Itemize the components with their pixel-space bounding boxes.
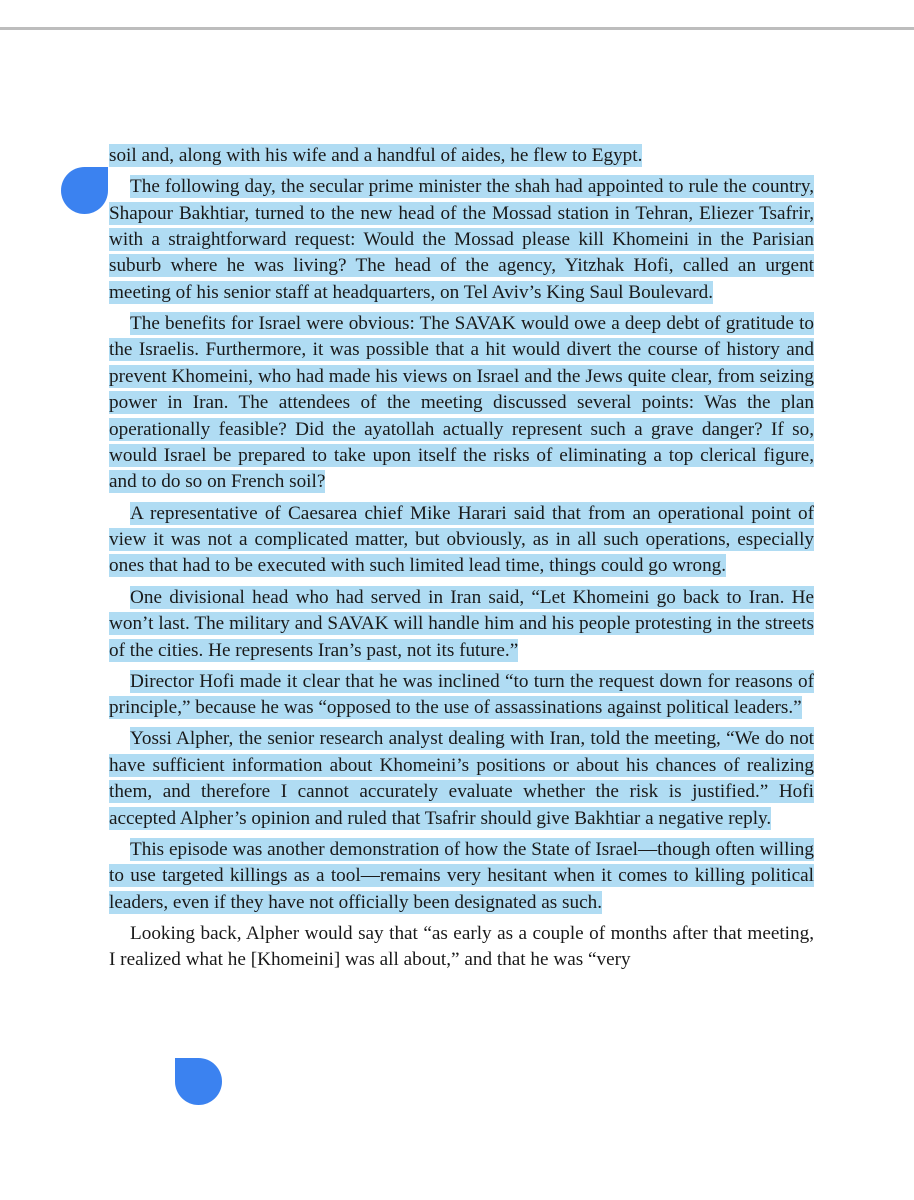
paragraph-9[interactable] bbox=[109, 921, 814, 974]
unselected-text: Looking back, Alpher would say that “as early as a couple of months after that meeting, I realized what he [Khomeini] was all about,” and that he was “very bbox=[109, 922, 814, 971]
selected-text: The benefits for Israel were obvious: The SAVAK would owe a deep debt of gratitude to the Israelis. Furthermore, it was possible that a hit would divert the course of history and prevent Khomeini, who had made his views on Israel and the Jews quite clear, from seizing power in Iran. The attendees of the meeting discussed several points: Was the plan operationally feasible? Did the ayatollah actually represent such a grave danger? If so, would Israel be prepared to take upon itself the risks of eliminating a top clerical figure, and to do so on French soil? bbox=[109, 313, 814, 493]
selected-text: This episode was another demonstration of how the State of Israel—though often willing to use targeted killings as a tool—remains very hesitant when it comes to killing political leaders, even if they have not officially been designated as such. bbox=[109, 838, 814, 913]
selected-text: soil and, along with his wife and a handful of aides, he flew to Egypt. bbox=[109, 145, 643, 166]
paragraph-3[interactable] bbox=[109, 311, 814, 496]
paragraph-2[interactable] bbox=[109, 174, 814, 306]
selected-text: One divisional head who had served in Iran said, “Let Khomeini go back to Iran. He won’t last. The military and SAVAK will handle him and his people protesting in the streets of the cities. He represents Iran’s past, not its future.” bbox=[109, 586, 814, 661]
selection-start-handle[interactable] bbox=[61, 167, 108, 214]
paragraph-5[interactable] bbox=[109, 585, 814, 664]
paragraph-1[interactable] bbox=[109, 143, 814, 169]
selection-end-handle[interactable] bbox=[175, 1058, 222, 1105]
book-page[interactable] bbox=[109, 143, 814, 978]
paragraph-8[interactable] bbox=[109, 837, 814, 916]
paragraph-6[interactable] bbox=[109, 669, 814, 722]
selected-text: The following day, the secular prime minister the shah had appointed to rule the country, Shapour Bakhtiar, turned to the new head of the Mossad station in Tehran, Eliezer Tsafrir, with a straightforward request: Would the Mossad please kill Khomeini in the Parisian suburb where he was living? The head of the agency, Yitzhak Hofi, called an urgent meeting of his senior staff at headquarters, on Tel Aviv’s King Saul Boulevard. bbox=[109, 176, 814, 303]
selected-text: A representative of Caesarea chief Mike Harari said that from an operational point of view it was not a complicated matter, but obviously, as in all such operations, especially ones that had to be executed with such limited lead time, things could go wrong. bbox=[109, 502, 814, 577]
selected-text: Director Hofi made it clear that he was inclined “to turn the request down for reasons of principle,” because he was “opposed to the use of assassinations against political leaders.” bbox=[109, 670, 814, 719]
paragraph-7[interactable] bbox=[109, 726, 814, 832]
page-top-divider bbox=[0, 27, 914, 30]
paragraph-4[interactable] bbox=[109, 501, 814, 580]
selected-text: Yossi Alpher, the senior research analyst dealing with Iran, told the meeting, “We do not have sufficient information about Khomeini’s positions or about his chances of realizing them, and therefore I cannot accurately evaluate whether the risk is justified.” Hofi accepted Alpher’s opinion and ruled that Tsafrir should give Bakhtiar a negative reply. bbox=[109, 728, 814, 829]
